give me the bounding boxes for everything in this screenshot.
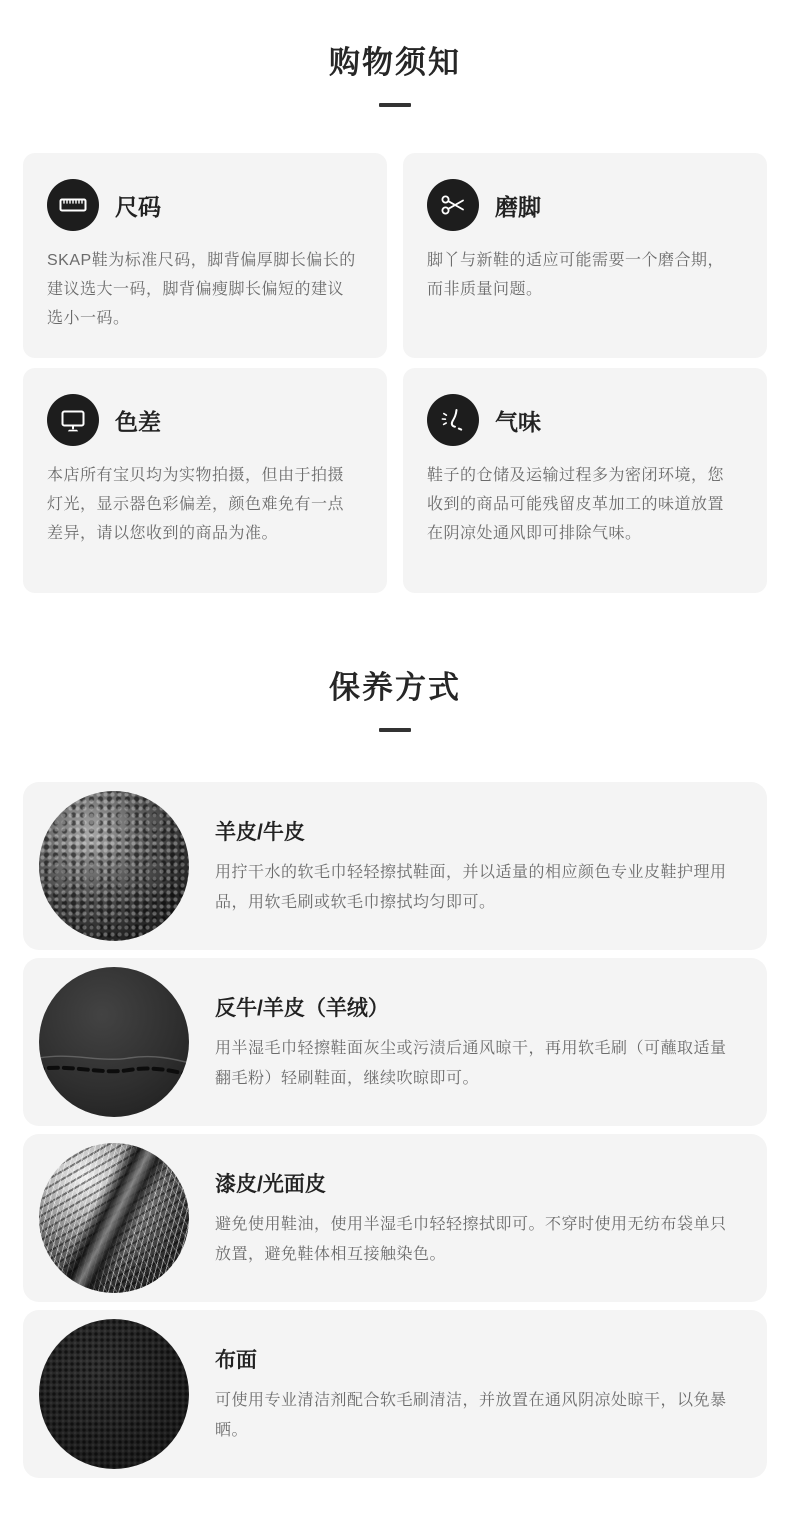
notice-card-rubbing bbox=[403, 153, 767, 358]
suede-stitch-detail bbox=[39, 967, 189, 1117]
care-card-text bbox=[215, 990, 741, 1094]
notice-card-body: 本店所有宝贝均为实物拍摄，但由于拍摄灯光，显示器色彩偏差，颜色难免有一点差异，请以您收到的商品为准。 bbox=[47, 467, 345, 543]
patent-leather-texture-image bbox=[39, 1143, 189, 1293]
care-card-fabric bbox=[23, 1310, 767, 1478]
care-section-title: 保养方式 bbox=[329, 670, 461, 706]
notice-card-color-difference bbox=[23, 368, 387, 593]
ruler-icon-badge bbox=[47, 179, 99, 231]
fabric-texture-image bbox=[39, 1319, 189, 1469]
care-card-body: 避免使用鞋油，使用半湿毛巾轻轻擦拭即可。不穿时使用无纺布袋单只放置，避免鞋体相互接触染色。 bbox=[215, 1216, 727, 1264]
notice-card-header bbox=[427, 179, 739, 231]
care-card-patent-leather bbox=[23, 1134, 767, 1302]
care-card-text bbox=[215, 1166, 741, 1270]
pebbled-leather-texture-image bbox=[39, 791, 189, 941]
care-card-leather bbox=[23, 782, 767, 950]
care-card-text bbox=[215, 814, 741, 918]
care-card-list bbox=[23, 782, 767, 1478]
care-card-body: 可使用专业清洁剂配合软毛刷清洁，并放置在通风阴凉处晾干，以免暴晒。 bbox=[215, 1392, 727, 1440]
monitor-icon-badge bbox=[47, 394, 99, 446]
scissors-icon-badge bbox=[427, 179, 479, 231]
care-card-text bbox=[215, 1342, 741, 1446]
notice-card-title: 尺码 bbox=[115, 193, 161, 220]
scissors-icon bbox=[437, 189, 469, 221]
notice-card-body: SKAP鞋为标准尺码，脚背偏厚脚长偏长的建议选大一码，脚背偏瘦脚长偏短的建议选小一码。 bbox=[47, 252, 356, 328]
care-card-title: 漆皮/光面皮 bbox=[215, 1173, 326, 1197]
care-card-title: 反牛/羊皮（羊绒） bbox=[215, 997, 389, 1021]
notice-section-title: 购物须知 bbox=[329, 45, 461, 80]
care-title-dash bbox=[379, 728, 411, 732]
nose-icon-badge bbox=[427, 394, 479, 446]
suede-texture-image bbox=[39, 967, 189, 1117]
notice-card-title: 气味 bbox=[495, 408, 541, 435]
notice-card-header bbox=[427, 394, 739, 446]
notice-card-header bbox=[47, 179, 359, 231]
notice-card-odor bbox=[403, 368, 767, 593]
care-card-title: 羊皮/牛皮 bbox=[215, 821, 305, 845]
notice-card-body: 脚丫与新鞋的适应可能需要一个磨合期，而非质量问题。 bbox=[427, 252, 725, 299]
monitor-icon bbox=[57, 404, 89, 436]
care-card-body: 用拧干水的软毛巾轻轻擦拭鞋面，并以适量的相应颜色专业皮鞋护理用品，用软毛刷或软毛巾擦拭均匀即可。 bbox=[215, 864, 727, 912]
care-card-title: 布面 bbox=[215, 1349, 257, 1373]
notice-card-size bbox=[23, 153, 387, 358]
notice-card-title: 色差 bbox=[115, 408, 161, 435]
notice-card-grid bbox=[23, 153, 767, 593]
notice-card-body: 鞋子的仓储及运输过程多为密闭环境，您收到的商品可能残留皮革加工的味道放置在阴凉处通风即可排除气味。 bbox=[427, 467, 725, 543]
notice-card-header bbox=[47, 394, 359, 446]
care-card-body: 用半湿毛巾轻擦鞋面灰尘或污渍后通风晾干，再用软毛刷（可蘸取适量翻毛粉）轻刷鞋面，继续吹晾即可。 bbox=[215, 1040, 727, 1088]
ruler-icon bbox=[57, 189, 89, 221]
care-card-suede bbox=[23, 958, 767, 1126]
nose-icon bbox=[437, 404, 469, 436]
notice-title-dash bbox=[379, 103, 411, 107]
notice-card-title: 磨脚 bbox=[495, 193, 541, 220]
